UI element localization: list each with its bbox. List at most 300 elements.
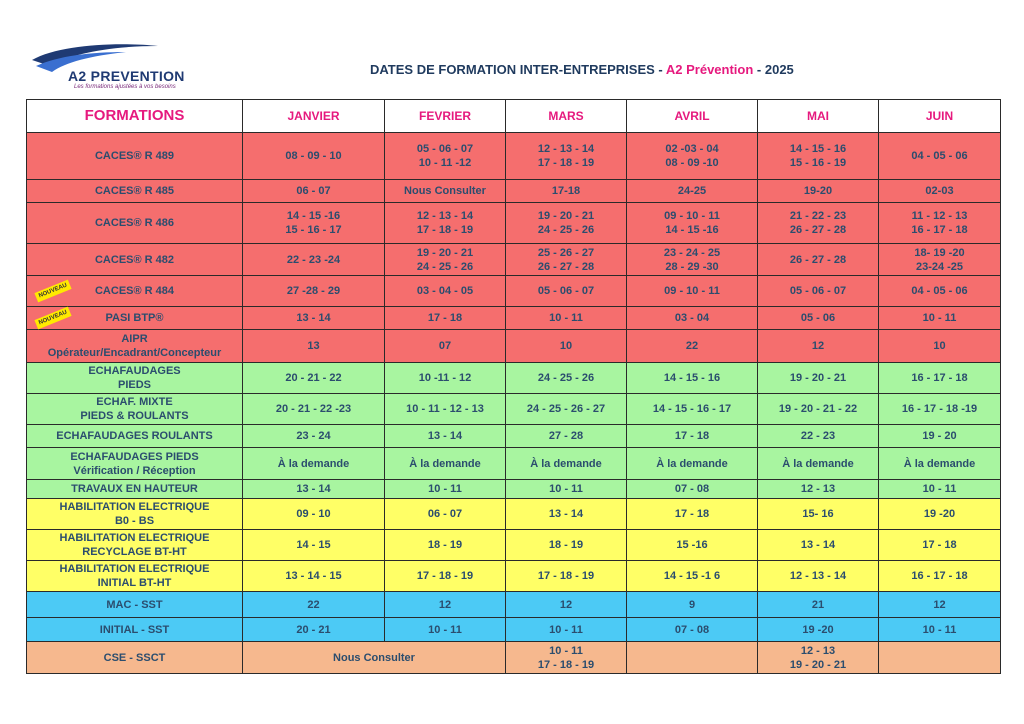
date-cell bbox=[627, 363, 758, 394]
date-cell bbox=[758, 307, 879, 330]
date-cell bbox=[243, 244, 385, 276]
date-line: 13 - 14 bbox=[548, 508, 584, 520]
formation-name bbox=[27, 480, 243, 499]
formation-name-line: PIEDS & ROULANTS bbox=[80, 410, 189, 422]
table-row bbox=[27, 394, 1001, 425]
date-line: 02-03 bbox=[925, 185, 954, 197]
date-line: 12 bbox=[811, 340, 825, 352]
header-month: JUIN bbox=[879, 100, 1001, 133]
title-brand: A2 Prévention bbox=[665, 62, 754, 77]
header-month: MAI bbox=[758, 100, 879, 133]
date-line: 16 - 17 - 18 -19 bbox=[901, 403, 978, 415]
date-cell bbox=[506, 592, 627, 618]
formation-name-line: TRAVAUX EN HAUTEUR bbox=[71, 483, 198, 495]
date-cell bbox=[385, 618, 506, 642]
date-cell bbox=[879, 561, 1001, 592]
date-line: 13 - 14 bbox=[427, 430, 463, 442]
date-line: 17 - 18 - 19 bbox=[416, 570, 474, 582]
date-line: 15- 16 bbox=[802, 508, 834, 520]
date-cell bbox=[758, 276, 879, 307]
date-line: 06 - 07 bbox=[427, 508, 463, 520]
new-badge: NOUVEAU bbox=[34, 307, 71, 330]
date-cell bbox=[627, 618, 758, 642]
date-cell bbox=[879, 592, 1001, 618]
formation-name-line: INITIAL - SST bbox=[99, 623, 170, 636]
table-row bbox=[27, 363, 1001, 394]
date-line: 02 -03 - 04 bbox=[665, 143, 719, 155]
date-line: 13 - 14 - 15 bbox=[285, 570, 342, 582]
formation-name bbox=[27, 425, 243, 448]
date-line: 03 - 04 - 05 bbox=[416, 285, 474, 297]
formation-name bbox=[27, 307, 243, 330]
date-line: 24-25 bbox=[677, 185, 707, 197]
date-line: 12 - 13 - 14 bbox=[416, 210, 474, 222]
date-cell bbox=[506, 448, 627, 480]
date-line: 15 -16 bbox=[676, 539, 708, 551]
date-cell bbox=[879, 244, 1001, 276]
date-line: 9 bbox=[688, 598, 696, 611]
formation-name bbox=[27, 276, 243, 307]
date-line: 19 - 20 - 21 bbox=[789, 372, 847, 384]
header-row bbox=[27, 100, 1001, 133]
date-cell bbox=[758, 499, 879, 530]
date-cell bbox=[243, 180, 385, 203]
date-cell bbox=[243, 499, 385, 530]
date-line: 17 - 18 - 19 bbox=[537, 570, 595, 582]
date-cell bbox=[506, 330, 627, 363]
date-line: 15 - 16 - 17 bbox=[285, 224, 342, 236]
date-line: 10 - 11 bbox=[428, 483, 462, 495]
date-cell bbox=[879, 203, 1001, 244]
date-line: 19 - 20 - 21 bbox=[789, 658, 847, 671]
date-line: 27 - 28 bbox=[548, 430, 584, 442]
date-cell bbox=[506, 425, 627, 448]
date-line: 17 - 18 - 19 bbox=[537, 157, 595, 169]
date-line: 10 - 11 bbox=[922, 483, 957, 495]
date-cell bbox=[758, 203, 879, 244]
date-cell bbox=[627, 592, 758, 618]
date-cell bbox=[385, 180, 506, 203]
schedule-body bbox=[27, 133, 1001, 674]
date-line: 20 - 21 bbox=[296, 623, 331, 636]
date-cell bbox=[385, 276, 506, 307]
formation-name-line: INITIAL BT-HT bbox=[97, 577, 172, 589]
date-line: À la demande bbox=[409, 457, 481, 470]
date-line: 19 - 20 - 21 bbox=[416, 246, 474, 259]
date-line: À la demande bbox=[656, 457, 728, 470]
date-line: 13 bbox=[307, 340, 320, 352]
date-cell bbox=[385, 133, 506, 180]
date-line: 25 - 26 - 27 bbox=[537, 246, 595, 259]
date-cell bbox=[758, 448, 879, 480]
table-row bbox=[27, 180, 1001, 203]
date-cell bbox=[506, 499, 627, 530]
date-line: 12 bbox=[559, 598, 573, 611]
formation-name-line: RECYCLAGE BT-HT bbox=[82, 546, 187, 558]
date-cell bbox=[243, 276, 385, 307]
formation-name-line: ECHAFAUDAGES ROULANTS bbox=[56, 430, 213, 442]
date-line: 19 - 20 bbox=[922, 430, 957, 442]
date-cell bbox=[758, 480, 879, 499]
date-line: 22 - 23 bbox=[800, 430, 836, 442]
formation-name-line: CACES® R 485 bbox=[94, 185, 175, 197]
date-cell bbox=[506, 530, 627, 561]
date-line: 12 - 13 bbox=[800, 644, 836, 657]
date-cell bbox=[506, 642, 627, 674]
formation-name-line: ECHAFAUDAGES PIEDS bbox=[70, 450, 199, 463]
date-cell bbox=[879, 180, 1001, 203]
date-cell bbox=[385, 480, 506, 499]
date-cell bbox=[879, 618, 1001, 642]
date-line: 28 - 29 -30 bbox=[665, 260, 719, 273]
table-row bbox=[27, 618, 1001, 642]
date-cell bbox=[879, 642, 1001, 674]
formation-name-line: CACES® R 489 bbox=[94, 150, 175, 162]
table-row bbox=[27, 592, 1001, 618]
date-cell bbox=[243, 363, 385, 394]
date-cell bbox=[627, 642, 758, 674]
date-line: 14 - 15 -1 6 bbox=[663, 570, 721, 582]
date-cell bbox=[385, 448, 506, 480]
table-row bbox=[27, 561, 1001, 592]
date-line: 23 - 24 bbox=[296, 430, 331, 442]
date-cell bbox=[758, 330, 879, 363]
formation-name-line: PASI BTP® bbox=[105, 312, 164, 324]
date-line: 17 - 18 bbox=[427, 312, 463, 324]
page-title bbox=[370, 62, 794, 77]
date-cell bbox=[385, 561, 506, 592]
date-cell bbox=[385, 363, 506, 394]
date-cell bbox=[506, 276, 627, 307]
date-cell bbox=[243, 133, 385, 180]
date-cell bbox=[758, 394, 879, 425]
table-row bbox=[27, 244, 1001, 276]
date-line: 07 - 08 bbox=[674, 483, 710, 495]
date-cell bbox=[879, 530, 1001, 561]
formation-name bbox=[27, 394, 243, 425]
date-cell bbox=[506, 180, 627, 203]
formation-name bbox=[27, 561, 243, 592]
date-line: 13 - 14 bbox=[296, 483, 331, 495]
header-formations: FORMATIONS bbox=[27, 100, 243, 133]
date-line: 08 - 09 -10 bbox=[665, 157, 719, 169]
date-line: 05 - 06 - 07 bbox=[416, 143, 474, 155]
formation-name-line: Opérateur/Encadrant/Concepteur bbox=[47, 347, 222, 359]
header-month: MARS bbox=[506, 100, 627, 133]
formation-name-line: B0 - BS bbox=[114, 515, 155, 527]
date-cell bbox=[879, 480, 1001, 499]
date-cell bbox=[243, 394, 385, 425]
date-line: 07 - 08 bbox=[674, 623, 710, 636]
date-cell bbox=[758, 363, 879, 394]
date-line: 03 - 04 bbox=[674, 312, 710, 324]
date-line: 06 - 07 bbox=[296, 185, 331, 197]
formation-name-line: Vérification / Réception bbox=[73, 464, 196, 477]
formation-name-line: CACES® R 482 bbox=[94, 253, 175, 266]
date-cell bbox=[243, 592, 385, 618]
date-cell bbox=[627, 480, 758, 499]
header-month: JANVIER bbox=[243, 100, 385, 133]
date-cell bbox=[758, 133, 879, 180]
date-line: 10 - 11 - 12 - 13 bbox=[406, 403, 484, 415]
table-row bbox=[27, 307, 1001, 330]
date-cell bbox=[627, 203, 758, 244]
date-line: 10 - 11 bbox=[549, 483, 583, 495]
formation-name-line: CSE - SSCT bbox=[103, 651, 166, 664]
date-cell bbox=[758, 530, 879, 561]
formation-name bbox=[27, 642, 243, 674]
date-line: 19-20 bbox=[803, 185, 833, 197]
date-cell bbox=[243, 561, 385, 592]
date-line: 10 - 11 bbox=[922, 312, 957, 324]
date-line: 17 - 18 bbox=[922, 539, 957, 551]
formation-name-line: PIEDS bbox=[117, 379, 151, 391]
date-cell bbox=[758, 618, 879, 642]
table-row bbox=[27, 480, 1001, 499]
date-line: À la demande bbox=[530, 457, 602, 470]
date-line: 24 - 25 - 26 - 27 bbox=[526, 403, 606, 415]
date-cell bbox=[506, 363, 627, 394]
date-cell bbox=[385, 244, 506, 276]
date-line: 18 - 19 bbox=[548, 539, 584, 551]
formation-name bbox=[27, 618, 243, 642]
date-cell bbox=[627, 448, 758, 480]
date-cell bbox=[758, 180, 879, 203]
date-line: 24 - 25 - 26 bbox=[537, 224, 595, 236]
date-line: 17-18 bbox=[551, 185, 581, 197]
date-cell bbox=[243, 307, 385, 330]
date-line: Nous Consulter bbox=[404, 185, 486, 197]
date-line: 22 bbox=[307, 598, 320, 611]
date-cell bbox=[243, 530, 385, 561]
date-line: À la demande bbox=[277, 457, 350, 470]
formation-name-line: CACES® R 486 bbox=[94, 217, 175, 229]
date-line: 24 - 25 - 26 bbox=[537, 372, 595, 384]
date-cell bbox=[506, 394, 627, 425]
date-line: 09 - 10 - 11 bbox=[664, 285, 720, 297]
date-line: 10 - 11 bbox=[549, 644, 583, 657]
date-cell bbox=[758, 244, 879, 276]
formation-name-line: ECHAFAUDAGES bbox=[88, 365, 181, 377]
title-prefix: DATES DE FORMATION INTER-ENTREPRISES - bbox=[370, 62, 666, 77]
date-line: 05 - 06 - 07 bbox=[537, 285, 595, 297]
date-cell bbox=[385, 330, 506, 363]
date-line: 10 - 11 bbox=[549, 312, 583, 324]
date-line: Nous Consulter bbox=[333, 651, 415, 664]
date-line: 10 bbox=[933, 340, 946, 352]
date-line: 26 - 27 - 28 bbox=[789, 224, 847, 236]
date-line: 10 bbox=[559, 340, 573, 352]
title-suffix: - 2025 bbox=[753, 62, 794, 77]
date-cell bbox=[879, 133, 1001, 180]
formation-name bbox=[27, 448, 243, 480]
date-cell bbox=[879, 363, 1001, 394]
date-line: 23-24 -25 bbox=[915, 260, 964, 273]
formation-name bbox=[27, 203, 243, 244]
date-line: 10 - 11 bbox=[428, 623, 462, 636]
date-cell bbox=[385, 425, 506, 448]
date-line: 18- 19 -20 bbox=[914, 246, 965, 259]
date-cell bbox=[506, 561, 627, 592]
date-line: 22 bbox=[685, 340, 699, 352]
date-line: 12 bbox=[933, 598, 946, 611]
date-cell bbox=[879, 448, 1001, 480]
date-cell bbox=[879, 499, 1001, 530]
date-cell bbox=[879, 425, 1001, 448]
new-badge: NOUVEAU bbox=[34, 280, 71, 303]
table-row bbox=[27, 425, 1001, 448]
date-cell bbox=[506, 480, 627, 499]
date-line: 19 -20 bbox=[923, 508, 956, 520]
date-cell bbox=[385, 203, 506, 244]
formation-name bbox=[27, 180, 243, 203]
date-line: 05 - 06 - 07 bbox=[789, 285, 847, 297]
formation-name bbox=[27, 244, 243, 276]
date-line: 04 - 05 - 06 bbox=[911, 285, 968, 297]
date-line: 04 - 05 - 06 bbox=[911, 150, 968, 162]
date-line: 12 - 13 - 14 bbox=[789, 570, 847, 582]
formation-name bbox=[27, 133, 243, 180]
table-row bbox=[27, 203, 1001, 244]
date-line: 24 - 25 - 26 bbox=[416, 260, 474, 273]
date-cell bbox=[243, 642, 506, 674]
date-cell bbox=[627, 425, 758, 448]
date-line: 05 - 06 bbox=[800, 312, 836, 324]
date-cell bbox=[627, 244, 758, 276]
date-cell bbox=[627, 307, 758, 330]
table-row bbox=[27, 330, 1001, 363]
date-cell bbox=[506, 203, 627, 244]
date-line: 21 - 22 - 23 bbox=[789, 210, 847, 222]
formation-name bbox=[27, 499, 243, 530]
date-line: 17 - 18 bbox=[674, 508, 710, 520]
date-cell bbox=[506, 133, 627, 180]
date-line: 12 - 13 - 14 bbox=[537, 143, 595, 155]
formation-name-line: HABILITATION ELECTRIQUE bbox=[59, 501, 210, 513]
date-cell bbox=[385, 394, 506, 425]
table-row bbox=[27, 499, 1001, 530]
date-line: 19 - 20 - 21 - 22 bbox=[778, 403, 858, 415]
formation-name-line: HABILITATION ELECTRIQUE bbox=[59, 532, 210, 544]
formation-name bbox=[27, 592, 243, 618]
date-cell bbox=[506, 618, 627, 642]
date-line: 12 bbox=[438, 598, 452, 611]
date-cell bbox=[627, 499, 758, 530]
header-month: FEVRIER bbox=[385, 100, 506, 133]
date-cell bbox=[627, 561, 758, 592]
date-line: 14 - 15 - 16 bbox=[663, 372, 721, 384]
date-line: 16 - 17 - 18 bbox=[911, 224, 968, 236]
date-line: 18 - 19 bbox=[427, 539, 463, 551]
formation-name bbox=[27, 330, 243, 363]
date-line: 14 - 15 -16 bbox=[665, 224, 719, 236]
date-cell bbox=[385, 530, 506, 561]
table-row bbox=[27, 448, 1001, 480]
date-line: 17 - 18 - 19 bbox=[416, 224, 474, 236]
date-line: 23 - 24 - 25 bbox=[663, 246, 721, 259]
date-cell bbox=[758, 425, 879, 448]
logo-tagline: Les formations ajustées à vos besoins bbox=[74, 84, 176, 90]
date-cell bbox=[758, 592, 879, 618]
date-cell bbox=[627, 133, 758, 180]
header-month: AVRIL bbox=[627, 100, 758, 133]
date-line: 10 - 11 bbox=[922, 623, 957, 636]
date-line: 26 - 27 - 28 bbox=[537, 260, 595, 273]
date-line: 09 - 10 bbox=[296, 508, 331, 520]
date-cell bbox=[243, 618, 385, 642]
date-cell bbox=[385, 592, 506, 618]
date-line: 10 -11 - 12 bbox=[418, 372, 472, 384]
date-cell bbox=[627, 276, 758, 307]
date-cell bbox=[243, 480, 385, 499]
date-line: 11 - 12 - 13 bbox=[911, 210, 968, 222]
date-line: 26 - 27 - 28 bbox=[789, 253, 847, 266]
date-cell bbox=[879, 276, 1001, 307]
formation-name bbox=[27, 530, 243, 561]
date-cell bbox=[627, 394, 758, 425]
date-cell bbox=[879, 330, 1001, 363]
date-cell bbox=[385, 499, 506, 530]
date-cell bbox=[879, 394, 1001, 425]
date-line: 15 - 16 - 19 bbox=[789, 157, 847, 169]
date-cell bbox=[627, 180, 758, 203]
date-line: 19 - 20 - 21 bbox=[537, 210, 595, 222]
date-cell bbox=[758, 561, 879, 592]
table-row bbox=[27, 276, 1001, 307]
formation-name-line: ECHAF. MIXTE bbox=[96, 396, 173, 408]
date-line: 16 - 17 - 18 bbox=[911, 372, 968, 384]
date-line: 17 - 18 - 19 bbox=[537, 658, 595, 671]
date-cell bbox=[627, 530, 758, 561]
date-cell bbox=[506, 244, 627, 276]
date-line: 10 - 11 bbox=[549, 623, 583, 636]
date-line: 09 - 10 - 11 bbox=[664, 210, 720, 222]
date-cell bbox=[758, 642, 879, 674]
formation-name-line: CACES® R 484 bbox=[94, 285, 175, 297]
formation-name-line: AIPR bbox=[121, 333, 148, 345]
date-line: 08 - 09 - 10 bbox=[285, 150, 342, 162]
table-row bbox=[27, 133, 1001, 180]
logo-name: A2 PREVENTION bbox=[68, 68, 185, 84]
date-line: 21 bbox=[811, 598, 825, 611]
date-line: 19 -20 bbox=[802, 623, 834, 636]
date-line: 20 - 21 - 22 bbox=[285, 372, 342, 384]
date-cell bbox=[243, 330, 385, 363]
date-line: 13 - 14 bbox=[296, 312, 331, 324]
date-line: 13 - 14 bbox=[800, 539, 836, 551]
date-cell bbox=[879, 307, 1001, 330]
table-row bbox=[27, 642, 1001, 674]
date-cell bbox=[243, 425, 385, 448]
date-line: 17 - 18 bbox=[674, 430, 710, 442]
date-line: 14 - 15 bbox=[296, 539, 331, 551]
date-line: 22 - 23 -24 bbox=[286, 253, 341, 266]
date-line: 10 - 11 -12 bbox=[418, 157, 472, 169]
date-line: 14 - 15 - 16 - 17 bbox=[652, 403, 732, 415]
schedule-table bbox=[26, 99, 1001, 674]
date-line: 20 - 21 - 22 -23 bbox=[275, 403, 352, 415]
date-line: 14 - 15 - 16 bbox=[789, 143, 847, 155]
date-line: À la demande bbox=[903, 457, 976, 470]
date-line: 07 bbox=[438, 340, 452, 352]
date-line: 27 -28 - 29 bbox=[286, 285, 341, 297]
date-line: 16 - 17 - 18 bbox=[911, 570, 968, 582]
company-logo bbox=[30, 40, 200, 96]
date-cell bbox=[243, 203, 385, 244]
date-cell bbox=[506, 307, 627, 330]
date-line: 12 - 13 bbox=[800, 483, 836, 495]
table-row bbox=[27, 530, 1001, 561]
